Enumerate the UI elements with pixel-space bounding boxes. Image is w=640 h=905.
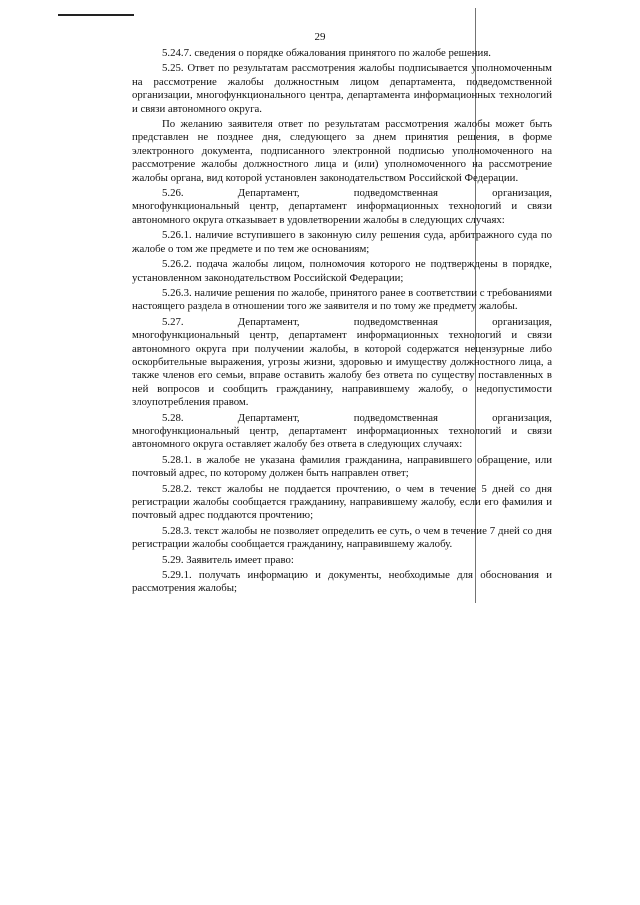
heading-5-28-word1: Департамент, xyxy=(237,411,300,424)
heading-5-26 xyxy=(132,187,552,200)
heading-5-27 xyxy=(132,316,552,329)
heading-5-27-word1: Департамент, xyxy=(237,315,300,328)
heading-5-27-word3: организация, xyxy=(492,315,552,328)
heading-5-26-word1: Департамент, xyxy=(237,187,300,200)
heading-5-27-number: 5.27. xyxy=(162,315,184,328)
paragraph-5-29: 5.29. Заявитель имеет право: xyxy=(162,553,294,566)
paragraph-5-25: 5.25. Ответ по результатам рассмотрения жалобы подписывается уполномоченным на рассмотрение жалобы должностным лицом департамента, подведомственной организации, многофункционального центра, департамента информационных технологий и связи автономного округа. xyxy=(132,62,552,115)
heading-5-26-number: 5.26. xyxy=(162,187,184,200)
paragraph-5-26-2: 5.26.2. подача жалобы лицом, полномочия которого не подтверждены в порядке, установленном законодательством Российской Федерации; xyxy=(132,258,552,284)
paragraph-5-25-electronic: По желанию заявителя ответ по результатам рассмотрения жалобы может быть представлен не позднее дня, следующего за днем принятия решения, в форме электронного документа, подписанного электронной подписью уполномоченного на рассмотрение жалобы должностного лица и (или) уполномоченного на рассмотрение жалобы органа, вид которой установлен законодательством Российской Федерации. xyxy=(132,118,552,184)
paragraph-5-28-body: многофункциональный центр, департамент информационных технологий и связи автономного округа оставляет жалобу без ответа в следующих случаях: xyxy=(132,424,552,451)
paragraph-5-26-1: 5.26.1. наличие вступившего в законную силу решения суда, арбитражного суда по жалобе о том же предмете и по тем же основаниям; xyxy=(132,229,552,255)
heading-5-26-word2: подведомственная xyxy=(353,187,438,200)
heading-5-26-word3: организация, xyxy=(492,187,552,200)
paragraph-5-26-3: 5.26.3. наличие решения по жалобе, принятого ранее в соответствии с требованиями настоящего раздела в отношении того же заявителя и по тому же предмету жалобы. xyxy=(132,286,552,313)
page-number: 29 xyxy=(314,31,326,43)
heading-5-27-word2: подведомственная xyxy=(353,315,438,328)
document-body xyxy=(132,47,552,598)
paragraph-5-28-3: 5.28.3. текст жалобы не позволяет определить ее суть, о чем в течение 7 дней со дня регистрации жалобы сообщается гражданину, направившему жалобу. xyxy=(132,524,552,551)
paragraph-5-28-2: 5.28.2. текст жалобы не поддается прочтению, о чем в течение 5 дней со дня регистрации жалобы сообщается гражданину, направившему жалобу, если его фамилия и почтовый адрес поддаются прочтению; xyxy=(132,482,552,522)
heading-5-28-word2: подведомственная xyxy=(353,411,438,424)
paragraph-5-24-7: 5.24.7. сведения о порядке обжалования принятого по жалобе решения. xyxy=(162,47,491,59)
heading-5-28-word3: организация, xyxy=(492,411,552,424)
heading-5-28-number: 5.28. xyxy=(162,411,184,424)
paragraph-5-28-1: 5.28.1. в жалобе не указана фамилия гражданина, направившего обращение, или почтовый адрес, по которому должен быть направлен ответ; xyxy=(132,453,552,480)
paragraph-5-26-body: многофункциональный центр, департамент информационных технологий и связи автономного округа отказывает в удовлетворении жалобы в следующих случаях: xyxy=(132,200,552,226)
heading-5-28 xyxy=(132,412,552,425)
scan-artifact-line-top xyxy=(58,14,134,16)
paragraph-5-27-body: многофункциональный центр, департамент информационных технологий и связи автономного округа при получении жалобы, в которой содержатся нецензурные либо оскорбительные выражения, угрозы жизни, здоровью и имуществу должностного лица, а также членов его семьи, вправе оставить жалобу без ответа по существу поставленных в ней вопросов и сообщить гражданину, направившему жалобу, о недопустимости злоупотребления правом. xyxy=(132,329,552,409)
paragraph-5-29-1: 5.29.1. получать информацию и документы, необходимые для обоснования и рассмотрения жалобы; xyxy=(132,569,552,595)
